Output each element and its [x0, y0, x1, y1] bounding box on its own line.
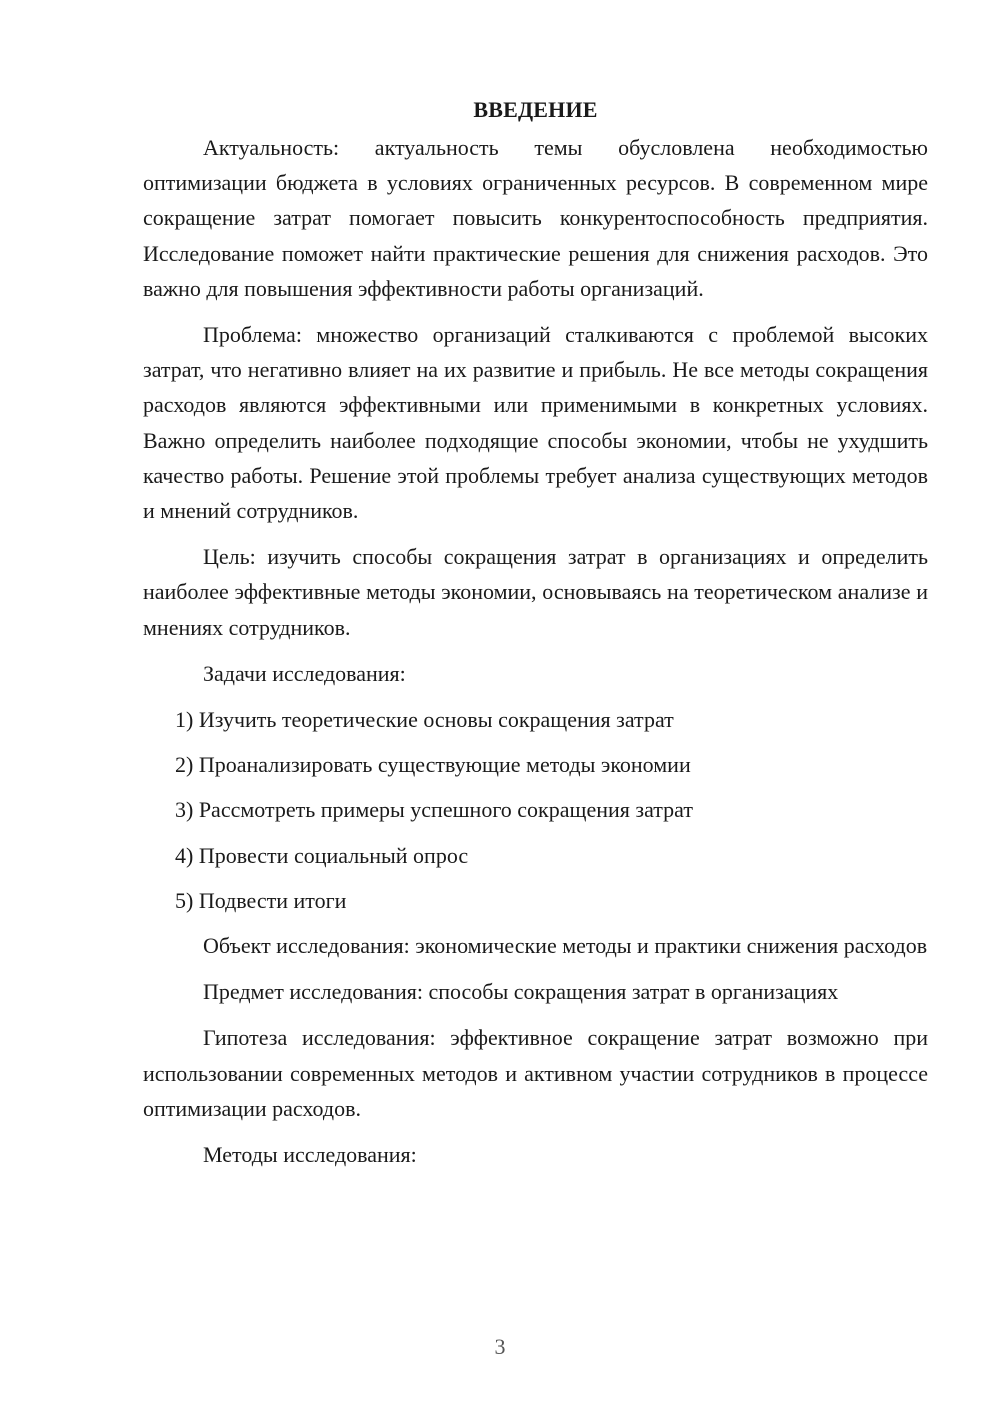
problem-paragraph: Проблема: множество организаций сталкиваются с проблемой высоких затрат, что негативно влияет на их развитие и прибыль. Не все методы сокращения расходов являются эффективными или применимыми в конкретных условиях. Важно определить наиболее подходящие способы экономии, чтобы не ухудшить качество работы. Решение этой проблемы требует анализа существующих методов и мнений сотрудников.: [143, 322, 928, 524]
hypothesis-paragraph: Гипотеза исследования: эффективное сокращение затрат возможно при использовании современных методов и активном участии сотрудников в процессе оптимизации расходов.: [143, 1025, 928, 1121]
methods-heading: Методы исследования:: [203, 1142, 417, 1168]
task-item: 5) Подвести итоги: [175, 887, 347, 913]
document-page: [143, 90, 928, 1183]
goal-paragraph: Цель: изучить способы сокращения затрат в организациях и определить наиболее эффективные методы экономии, основываясь на теоретическом анализе и мнениях сотрудников.: [143, 544, 928, 640]
page-number: 3: [494, 1334, 506, 1359]
task-item: 4) Провести социальный опрос: [175, 842, 469, 868]
subject-paragraph: Предмет исследования: способы сокращения затрат в организациях: [203, 979, 839, 1005]
relevance-paragraph: Актуальность: актуальность темы обусловлена необходимостью оптимизации бюджета в условиях ограниченных ресурсов. В современном мире сокращение затрат помогает повысить конкурентоспособность предприятия. Исследование поможет найти практические решения для снижения расходов. Это важно для повышения эффективности работы организаций.: [143, 135, 928, 301]
task-item: 1) Изучить теоретические основы сокращения затрат: [175, 707, 674, 733]
page-title: ВВЕДЕНИЕ: [473, 97, 598, 122]
object-paragraph: Объект исследования: экономические методы и практики снижения расходов: [203, 933, 928, 959]
tasks-list: [143, 702, 928, 918]
tasks-heading: Задачи исследования:: [203, 660, 406, 686]
task-item: 3) Рассмотреть примеры успешного сокращения затрат: [175, 797, 693, 823]
task-item: 2) Проанализировать существующие методы экономии: [175, 752, 691, 778]
